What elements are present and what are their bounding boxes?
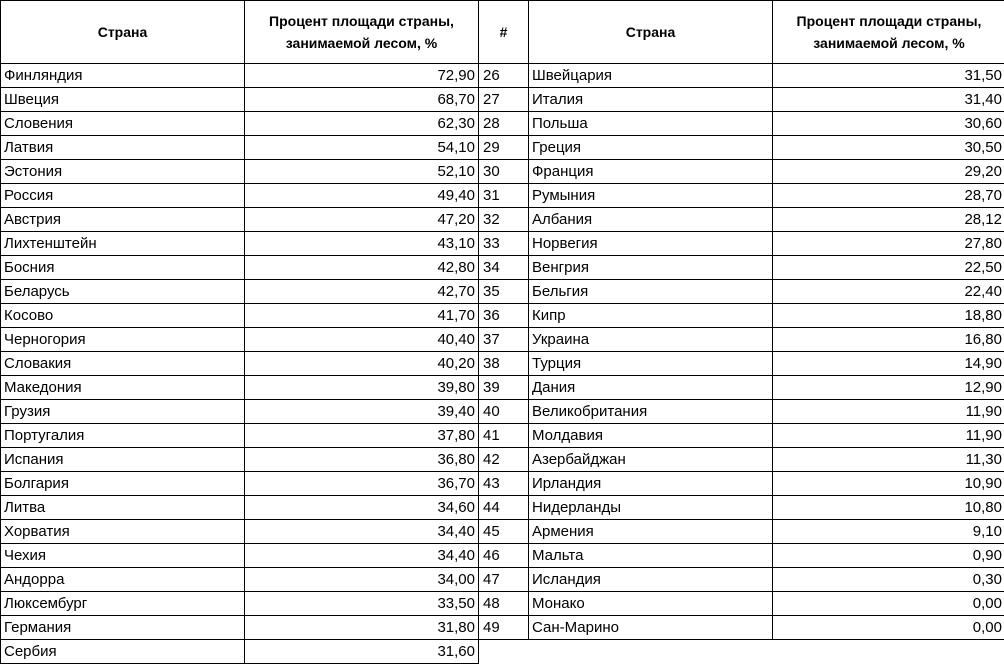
- rank-cell: 33: [479, 232, 529, 256]
- table-row: [479, 112, 1004, 136]
- table-row: [479, 160, 1004, 184]
- table-row: [1, 448, 479, 472]
- country-cell: Люксембург: [1, 592, 245, 616]
- percent-cell: 34,00: [245, 568, 479, 592]
- percent-cell: 10,80: [773, 496, 1004, 520]
- table-row: [479, 280, 1004, 304]
- table-row: [1, 64, 479, 88]
- percent-cell: 36,80: [245, 448, 479, 472]
- country-cell: Словакия: [1, 352, 245, 376]
- percent-cell: 0,00: [773, 592, 1004, 616]
- rank-cell: 30: [479, 160, 529, 184]
- table-row: [1, 256, 479, 280]
- percent-cell: 22,40: [773, 280, 1004, 304]
- table-row: [479, 352, 1004, 376]
- rank-cell: 32: [479, 208, 529, 232]
- country-cell: Турция: [529, 352, 773, 376]
- rank-cell: 31: [479, 184, 529, 208]
- percent-cell: 31,50: [773, 64, 1004, 88]
- country-cell: Франция: [529, 160, 773, 184]
- country-cell: Великобритания: [529, 400, 773, 424]
- rank-cell: 44: [479, 496, 529, 520]
- percent-cell: 34,40: [245, 520, 479, 544]
- country-cell: Лихтенштейн: [1, 232, 245, 256]
- country-cell: Болгария: [1, 472, 245, 496]
- rank-cell: 35: [479, 280, 529, 304]
- percent-cell: 52,10: [245, 160, 479, 184]
- percent-cell: 33,50: [245, 592, 479, 616]
- percent-cell: 31,40: [773, 88, 1004, 112]
- percent-cell: 27,80: [773, 232, 1004, 256]
- table-row: [479, 136, 1004, 160]
- rank-cell: 38: [479, 352, 529, 376]
- percent-cell: 39,80: [245, 376, 479, 400]
- rank-cell: 29: [479, 136, 529, 160]
- percent-cell: 11,90: [773, 424, 1004, 448]
- country-cell: Кипр: [529, 304, 773, 328]
- table-row: [1, 160, 479, 184]
- table-row: [479, 232, 1004, 256]
- table-row: [479, 520, 1004, 544]
- table-row: [1, 352, 479, 376]
- table-row: [1, 592, 479, 616]
- percent-cell: 16,80: [773, 328, 1004, 352]
- percent-cell: 34,40: [245, 544, 479, 568]
- country-cell: Хорватия: [1, 520, 245, 544]
- percent-cell: 11,90: [773, 400, 1004, 424]
- percent-cell: 54,10: [245, 136, 479, 160]
- percent-cell: 34,60: [245, 496, 479, 520]
- percent-cell: 30,50: [773, 136, 1004, 160]
- country-cell: Молдавия: [529, 424, 773, 448]
- rank-cell: 37: [479, 328, 529, 352]
- table-row: [1, 208, 479, 232]
- forest-table-right: [478, 0, 1004, 640]
- country-cell: Дания: [529, 376, 773, 400]
- table-row: [479, 64, 1004, 88]
- rank-cell: 47: [479, 568, 529, 592]
- table-row: [479, 208, 1004, 232]
- country-cell: Португалия: [1, 424, 245, 448]
- table-row: [1, 544, 479, 568]
- country-cell: Албания: [529, 208, 773, 232]
- country-cell: Босния: [1, 256, 245, 280]
- rank-cell: 28: [479, 112, 529, 136]
- table-row: [1, 640, 479, 664]
- country-cell: Германия: [1, 616, 245, 640]
- percent-cell: 0,30: [773, 568, 1004, 592]
- header-row: [479, 1, 1004, 64]
- table-row: [479, 88, 1004, 112]
- percent-cell: 11,30: [773, 448, 1004, 472]
- country-cell: Эстония: [1, 160, 245, 184]
- country-cell: Италия: [529, 88, 773, 112]
- rank-cell: 34: [479, 256, 529, 280]
- table-row: [1, 136, 479, 160]
- table-row: [1, 424, 479, 448]
- country-cell: Латвия: [1, 136, 245, 160]
- country-cell: Австрия: [1, 208, 245, 232]
- table-row: [1, 232, 479, 256]
- country-cell: Бельгия: [529, 280, 773, 304]
- table-row: [479, 496, 1004, 520]
- percent-cell: 9,10: [773, 520, 1004, 544]
- country-cell: Финляндия: [1, 64, 245, 88]
- rank-cell: 43: [479, 472, 529, 496]
- table-row: [1, 304, 479, 328]
- country-cell: Азербайджан: [529, 448, 773, 472]
- percent-cell: 10,90: [773, 472, 1004, 496]
- table-row: [479, 592, 1004, 616]
- table-row: [479, 400, 1004, 424]
- rank-cell: 49: [479, 616, 529, 640]
- forest-table-left: [0, 0, 479, 664]
- table-row: [479, 568, 1004, 592]
- table-row: [1, 376, 479, 400]
- percent-cell: 37,80: [245, 424, 479, 448]
- country-cell: Испания: [1, 448, 245, 472]
- country-cell: Косово: [1, 304, 245, 328]
- percent-cell: 62,30: [245, 112, 479, 136]
- table-row: [479, 424, 1004, 448]
- rank-cell: 45: [479, 520, 529, 544]
- percent-cell: 49,40: [245, 184, 479, 208]
- country-cell: Грузия: [1, 400, 245, 424]
- header-percent: Процент площади страны, занимаемой лесом, %: [245, 1, 479, 64]
- table-row: [479, 448, 1004, 472]
- table-row: [479, 328, 1004, 352]
- table-row: [1, 112, 479, 136]
- country-cell: Монако: [529, 592, 773, 616]
- rank-cell: 40: [479, 400, 529, 424]
- percent-cell: 30,60: [773, 112, 1004, 136]
- percent-cell: 14,90: [773, 352, 1004, 376]
- country-cell: Нидерланды: [529, 496, 773, 520]
- table-row: [1, 280, 479, 304]
- header-country: Страна: [1, 1, 245, 64]
- table-row: [479, 616, 1004, 640]
- rank-cell: 26: [479, 64, 529, 88]
- country-cell: Литва: [1, 496, 245, 520]
- percent-cell: 36,70: [245, 472, 479, 496]
- country-cell: Швеция: [1, 88, 245, 112]
- percent-cell: 42,70: [245, 280, 479, 304]
- table-row: [1, 184, 479, 208]
- country-cell: Сан-Марино: [529, 616, 773, 640]
- percent-cell: 22,50: [773, 256, 1004, 280]
- percent-cell: 31,80: [245, 616, 479, 640]
- table-row: [1, 400, 479, 424]
- country-cell: Армения: [529, 520, 773, 544]
- table-row: [1, 520, 479, 544]
- percent-cell: 72,90: [245, 64, 479, 88]
- country-cell: Россия: [1, 184, 245, 208]
- table-row: [1, 472, 479, 496]
- table-row: [1, 88, 479, 112]
- percent-cell: 40,20: [245, 352, 479, 376]
- table-row: [1, 616, 479, 640]
- table-row: [479, 184, 1004, 208]
- country-cell: Норвегия: [529, 232, 773, 256]
- rank-cell: 27: [479, 88, 529, 112]
- rank-cell: 41: [479, 424, 529, 448]
- country-cell: Украина: [529, 328, 773, 352]
- country-cell: Беларусь: [1, 280, 245, 304]
- table-row: [479, 376, 1004, 400]
- country-cell: Румыния: [529, 184, 773, 208]
- country-cell: Чехия: [1, 544, 245, 568]
- percent-cell: 39,40: [245, 400, 479, 424]
- header-row: [1, 1, 479, 64]
- table-row: [479, 256, 1004, 280]
- percent-cell: 40,40: [245, 328, 479, 352]
- percent-cell: 28,70: [773, 184, 1004, 208]
- percent-cell: 0,00: [773, 616, 1004, 640]
- percent-cell: 43,10: [245, 232, 479, 256]
- country-cell: Сербия: [1, 640, 245, 664]
- country-cell: Ирландия: [529, 472, 773, 496]
- percent-cell: 41,70: [245, 304, 479, 328]
- country-cell: Венгрия: [529, 256, 773, 280]
- percent-cell: 47,20: [245, 208, 479, 232]
- country-cell: Словения: [1, 112, 245, 136]
- country-cell: Исландия: [529, 568, 773, 592]
- header-num: #: [479, 1, 529, 64]
- percent-cell: 0,90: [773, 544, 1004, 568]
- country-cell: Греция: [529, 136, 773, 160]
- rank-cell: 36: [479, 304, 529, 328]
- rank-cell: 39: [479, 376, 529, 400]
- percent-cell: 18,80: [773, 304, 1004, 328]
- country-cell: Польша: [529, 112, 773, 136]
- country-cell: Македония: [1, 376, 245, 400]
- table-row: [1, 568, 479, 592]
- rank-cell: 48: [479, 592, 529, 616]
- table-row: [479, 472, 1004, 496]
- country-cell: Швейцария: [529, 64, 773, 88]
- table-row: [479, 304, 1004, 328]
- table-row: [479, 544, 1004, 568]
- header-country: Страна: [529, 1, 773, 64]
- table-row: [1, 496, 479, 520]
- rank-cell: 46: [479, 544, 529, 568]
- country-cell: Андорра: [1, 568, 245, 592]
- percent-cell: 12,90: [773, 376, 1004, 400]
- country-cell: Мальта: [529, 544, 773, 568]
- percent-cell: 31,60: [245, 640, 479, 664]
- percent-cell: 68,70: [245, 88, 479, 112]
- header-percent: Процент площади страны, занимаемой лесом, %: [773, 1, 1004, 64]
- rank-cell: 42: [479, 448, 529, 472]
- percent-cell: 29,20: [773, 160, 1004, 184]
- percent-cell: 28,12: [773, 208, 1004, 232]
- table-row: [1, 328, 479, 352]
- country-cell: Черногория: [1, 328, 245, 352]
- percent-cell: 42,80: [245, 256, 479, 280]
